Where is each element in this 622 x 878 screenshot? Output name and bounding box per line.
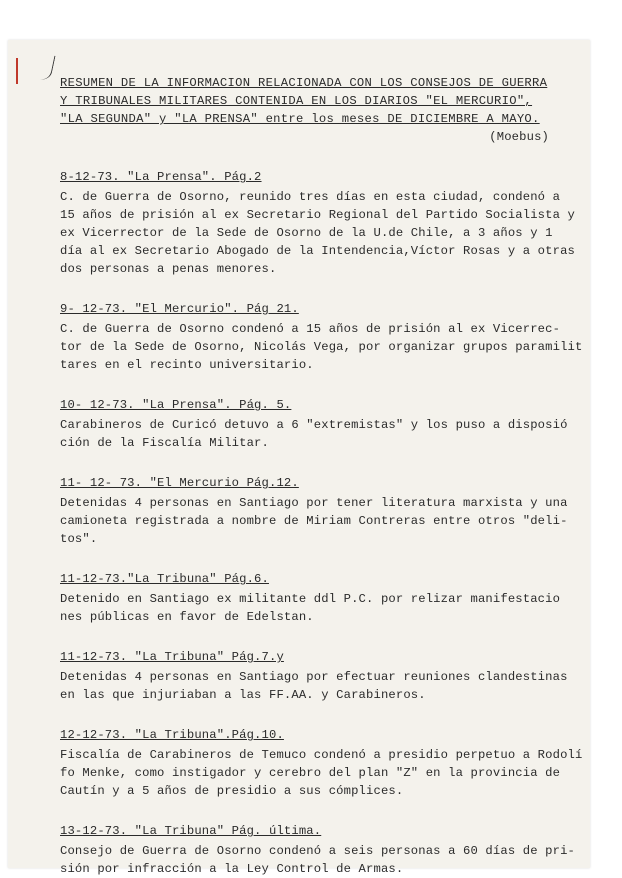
entry-line: tor de la Sede de Osorno, Nicolás Vega, por organizar grupos paramilit	[60, 340, 583, 354]
entry-line: Detenido en Santiago ex militante ddl P.C. por relizar manifestacio	[60, 592, 561, 606]
entry-heading: 8-12-73. "La Prensa". Pág.2	[60, 170, 262, 184]
title-line: "LA SEGUNDA" y "LA PRENSA" entre los meses DE DICIEMBRE A MAYO.	[60, 112, 540, 126]
entry-line: Detenidas 4 personas en Santiago por efectuar reuniones clandestinas	[60, 670, 568, 684]
entry	[60, 474, 585, 548]
entry-body	[60, 842, 585, 878]
entry-heading: 11-12-73. "La Tribuna" Pág.7.y	[60, 650, 284, 664]
entry-line: ción de la Fiscalía Militar.	[60, 436, 269, 450]
title-line: Y TRIBUNALES MILITARES CONTENIDA EN LOS DIARIOS "EL MERCURIO",	[60, 94, 533, 108]
entry-body	[60, 746, 585, 800]
entry-line: Fiscalía de Carabineros de Temuco condenó a presidio perpetuo a Rodolí	[60, 748, 583, 762]
title-line: RESUMEN DE LA INFORMACION RELACIONADA CON LOS CONSEJOS DE GUERRA	[60, 76, 548, 90]
entry-body	[60, 320, 585, 374]
entry-heading: 10- 12-73. "La Prensa". Pág. 5.	[60, 398, 292, 412]
entry-line: nes públicas en favor de Edelstan.	[60, 610, 314, 624]
entry-line: sión por infracción a la Ley Control de Armas.	[60, 862, 404, 876]
entry-line: ex Vicerrector de la Sede de Osorno de la U.de Chile, a 3 años y 1	[60, 226, 553, 240]
entry-body	[60, 416, 585, 452]
entry-body	[60, 494, 585, 548]
document-content	[60, 74, 585, 878]
entry-line: tares en el recinto universitario.	[60, 358, 314, 372]
entry	[60, 822, 585, 878]
entry	[60, 648, 585, 704]
entry-body	[60, 188, 585, 278]
entry-line: día al ex Secretario Abogado de la Intendencia,Víctor Rosas y a otras	[60, 244, 575, 258]
entry-body	[60, 590, 585, 626]
entry-heading: 12-12-73. "La Tribuna".Pág.10.	[60, 728, 284, 742]
entry-line: dos personas a penas menores.	[60, 262, 277, 276]
entry	[60, 570, 585, 626]
document-page	[8, 40, 590, 876]
entry-heading: 11-12-73."La Tribuna" Pág.6.	[60, 572, 269, 586]
entry	[60, 726, 585, 800]
entry-line: fo Menke, como instigador y cerebro del plan "Z" en la provincia de	[60, 766, 561, 780]
entry-line: Cautín y a 5 años de presidio a sus cómplices.	[60, 784, 404, 798]
entry	[60, 396, 585, 452]
red-margin-mark	[16, 58, 18, 84]
entry-line: Carabineros de Curicó detuvo a 6 "extremistas" y los puso a disposió	[60, 418, 568, 432]
entry-line: camioneta registrada a nombre de Miriam Contreras entre otros "deli-	[60, 514, 568, 528]
entry-heading: 13-12-73. "La Tribuna" Pág. última.	[60, 824, 322, 838]
entry-line: Consejo de Guerra de Osorno condenó a seis personas a 60 días de pri-	[60, 844, 575, 858]
entry	[60, 300, 585, 374]
entry-line: 15 años de prisión al ex Secretario Regional del Partido Socialista y	[60, 208, 575, 222]
entry-line: Detenidas 4 personas en Santiago por tener literatura marxista y una	[60, 496, 568, 510]
author: (Moebus)	[489, 130, 549, 144]
entry-line: en las que injuriaban a las FF.AA. y Carabineros.	[60, 688, 426, 702]
handwritten-tick-mark	[35, 53, 55, 82]
document-title	[60, 74, 585, 128]
entry-heading: 9- 12-73. "El Mercurio". Pág 21.	[60, 302, 299, 316]
entry-body	[60, 668, 585, 704]
entry-heading: 11- 12- 73. "El Mercurio Pág.12.	[60, 476, 299, 490]
entry-line: C. de Guerra de Osorno condenó a 15 años de prisión al ex Vicerrec-	[60, 322, 561, 336]
entry-line: tos".	[60, 532, 98, 546]
entry	[60, 168, 585, 278]
entry-line: C. de Guerra de Osorno, reunido tres días en esta ciudad, condenó a	[60, 190, 561, 204]
